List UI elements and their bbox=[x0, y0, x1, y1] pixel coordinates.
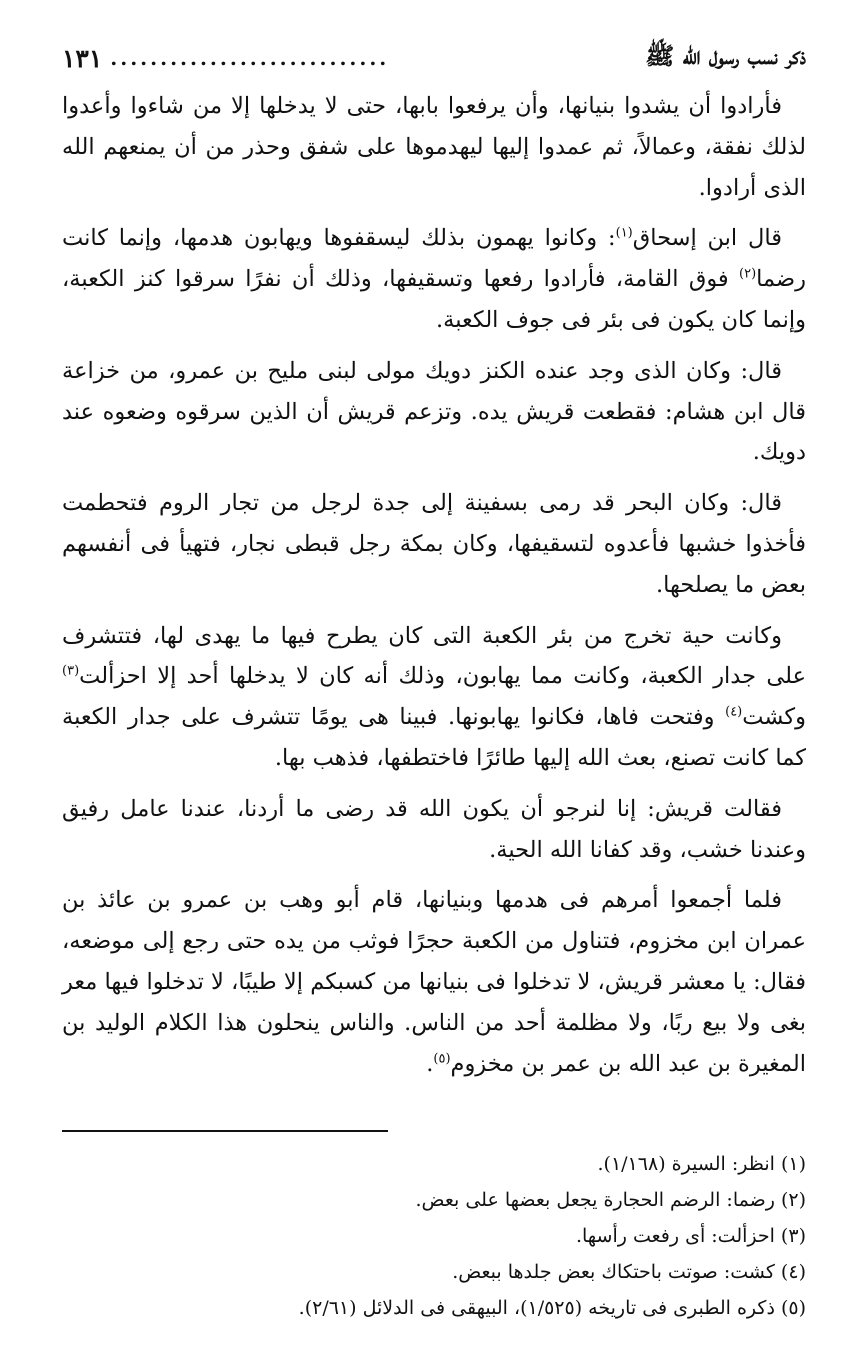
footnotes bbox=[62, 1146, 806, 1326]
paragraph-5-text-b: وكشت bbox=[742, 704, 806, 731]
footnote-separator bbox=[62, 1130, 388, 1132]
footnote-4: (٤) كشت: صوتت باحتكاك بعض جلدها ببعض. bbox=[452, 1261, 806, 1283]
paragraph-4 bbox=[62, 483, 806, 605]
paragraph-5-text-a: وكانت حية تخرج من بئر الكعبة التى كان يطرح فيها ما يهدى لها، فتتشرف على جدار الكعبة، وكانت مما يهابون، وذلك أنه كان لا يدخلها أحد إلا احزألت bbox=[62, 622, 806, 690]
paragraph-7-text-a: فلما أجمعوا أمرهم فى هدمها وبنيانها، قام أبو وهب بن عمرو بن عائذ بن عمران ابن مخزوم، فتناول من الكعبة حجرًا فوثب من يده حتى رجع إلى موضعه، فقال: يا معشر قريش، لا تدخلوا فى بنيانها من كسبكم إلا طيبًا، لا تدخلوا فيها معر بغى ولا بيع ربًا، ولا مظلمة أحد من الناس. والناس ينحلون هذا الكلام الوليد بن المغيرة بن عبد الله بن عمر بن مخزوم bbox=[62, 887, 806, 1077]
paragraph-7 bbox=[62, 880, 806, 1084]
paragraph-7-text-b: . bbox=[426, 1050, 434, 1077]
footnote-ref-1[interactable]: (١) bbox=[615, 225, 633, 241]
paragraph-6 bbox=[62, 789, 806, 871]
footnote-1: (١) انظر: السيرة (١/١٦٨). bbox=[597, 1153, 806, 1175]
paragraph-6-text: فقالت قريش: إنا لنرجو أن يكون الله قد رضى ما أردنا، عندنا عامل رفيق وعندنا خشب، وقد كفانا الله الحية. bbox=[62, 795, 806, 863]
paragraph-2-text-a: قال ابن إسحاق bbox=[632, 225, 782, 252]
footnote-ref-3[interactable]: (٣) bbox=[62, 663, 80, 679]
header-leader-dots: ............................ bbox=[110, 46, 390, 70]
main-text bbox=[62, 86, 806, 1094]
header-title: ذكر نسب رسول الله ﷺ bbox=[645, 40, 806, 70]
paragraph-3 bbox=[62, 351, 806, 473]
paragraph-5 bbox=[62, 616, 806, 779]
paragraph-2-text-b: : وكانوا يهمون بذلك ليسقفوها ويهابون هدمها، وإنما كانت رضما bbox=[62, 225, 806, 293]
footnote-ref-4[interactable]: (٤) bbox=[725, 704, 743, 720]
paragraph-2-text-c: فوق القامة، فأرادوا رفعها وتسقيفها، وذلك أن نفرًا سرقوا كنز الكعبة، وإنما كان يكون فى بئر فى جوف الكعبة. bbox=[62, 266, 806, 333]
paragraph-3-text: قال: وكان الذى وجد عنده الكنز دويك مولى لبنى مليح بن عمرو، من خزاعة قال ابن هشام: فقطعت قريش يده. وتزعم قريش أن الذين سرقوه وضعوه عند دويك. bbox=[62, 357, 806, 466]
footnote-3: (٣) احزألت: أى رفعت رأسها. bbox=[575, 1225, 806, 1247]
footnote-ref-2[interactable]: (٢) bbox=[739, 266, 757, 282]
paragraph-4-text: قال: وكان البحر قد رمى بسفينة إلى جدة لرجل من تجار الروم فتحطمت فأخذوا خشبها فأعدوه لتسقيفها، وكان بمكة رجل قبطى نجار، فتهيأ فى أنفسهم بعض ما يصلحها. bbox=[62, 490, 806, 598]
paragraph-2 bbox=[62, 218, 806, 340]
paragraph-1 bbox=[62, 86, 806, 208]
footnote-ref-5[interactable]: (٥) bbox=[433, 1051, 451, 1067]
footnote-5: (٥) ذكره الطبرى فى تاريخه (١/٥٢٥)، البيهقى فى الدلائل (٢/٦١). bbox=[298, 1297, 806, 1319]
running-header bbox=[62, 38, 806, 78]
footnote-2: (٢) رضما: الرضم الحجارة يجعل بعضها على بعض. bbox=[415, 1189, 806, 1211]
paragraph-1-text: فأرادوا أن يشدوا بنيانها، وأن يرفعوا بابها، حتى لا يدخلها إلا من شاءوا وأعدوا لذلك نفقة، وعمالاً، ثم عمدوا إليها ليهدموها على شفق وحذر من أن يمنعهم الله الذى أرادوا. bbox=[62, 93, 806, 201]
page-number: ١٣١ bbox=[62, 43, 103, 73]
paragraph-5-text-c: وفتحت فاها، فكانوا يهابونها. فبينا هى يومًا تتشرف على جدار الكعبة كما كانت تصنع، بعث الله إليها طائرًا فاختطفها، فذهب بها. bbox=[62, 704, 806, 771]
